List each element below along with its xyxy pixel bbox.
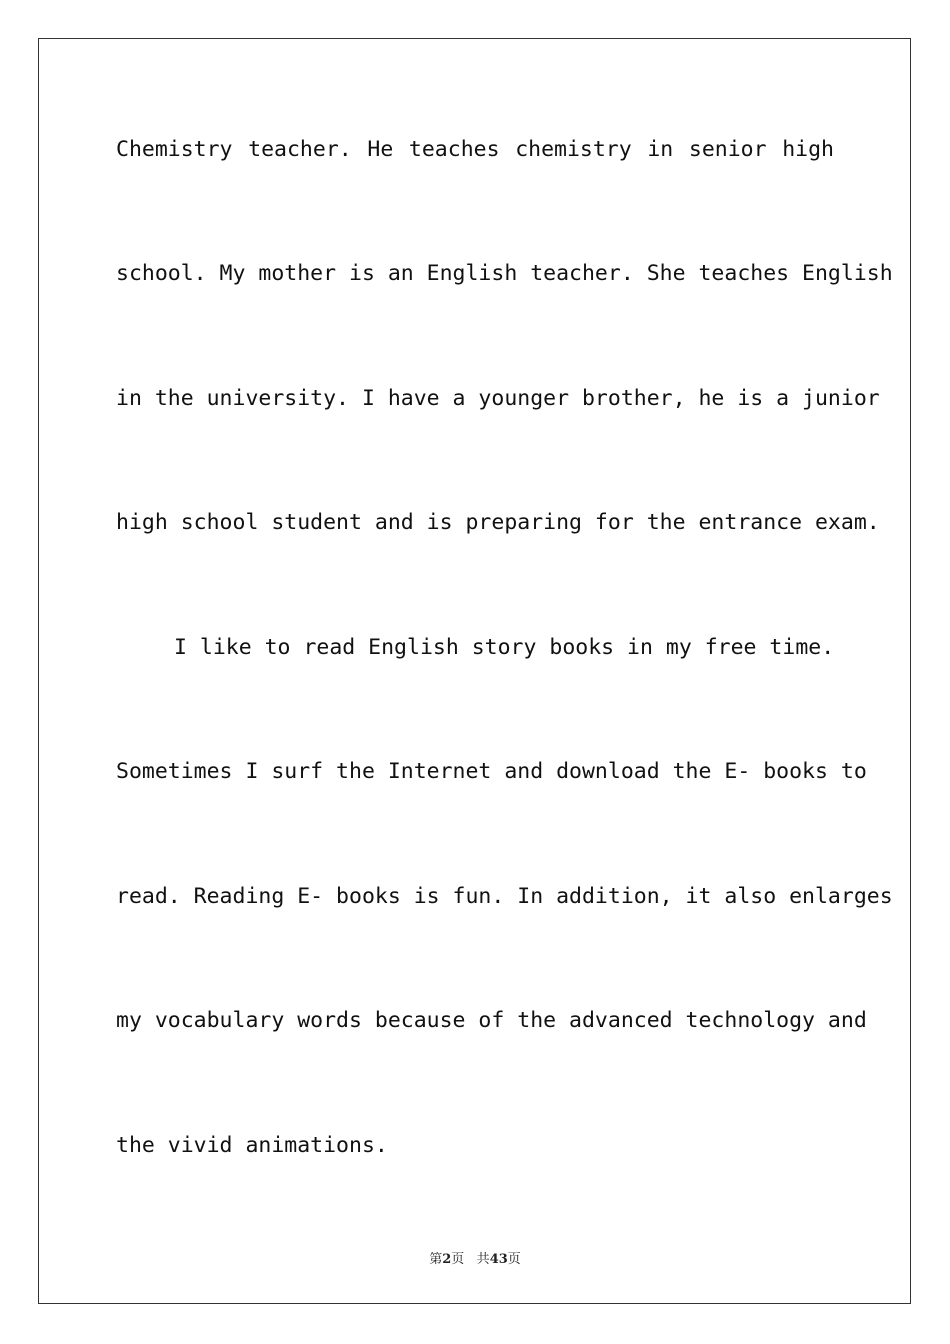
page-prefix: 第 [429,1252,443,1267]
page-frame [38,38,911,1304]
body-line-2: school. My mother is an English teacher. She teaches English [116,261,893,286]
page-footer [0,1248,950,1267]
body-line-4: high school student and is preparing for the entrance exam. [116,510,880,535]
body-line-7: read. Reading E- books is fun. In addition, it also enlarges [116,884,893,909]
total-suffix: 页 [507,1252,521,1267]
page-number: 2 [442,1252,452,1267]
total-pages: 43 [489,1252,508,1267]
total-prefix: 共 [476,1252,490,1267]
body-line-3: in the university. I have a younger brother, he is a junior [116,386,880,411]
body-line-1: Chemistry teacher. He teaches chemistry in senior high [116,137,834,162]
body-line-6: Sometimes I surf the Internet and download the E- books to [116,759,867,784]
body-line-9: the vivid animations. [116,1133,388,1158]
body-line-8: my vocabulary words because of the advanced technology and [116,1008,867,1033]
body-line-5: I like to read English story books in my free time. [174,635,835,660]
page-suffix: 页 [451,1252,465,1267]
